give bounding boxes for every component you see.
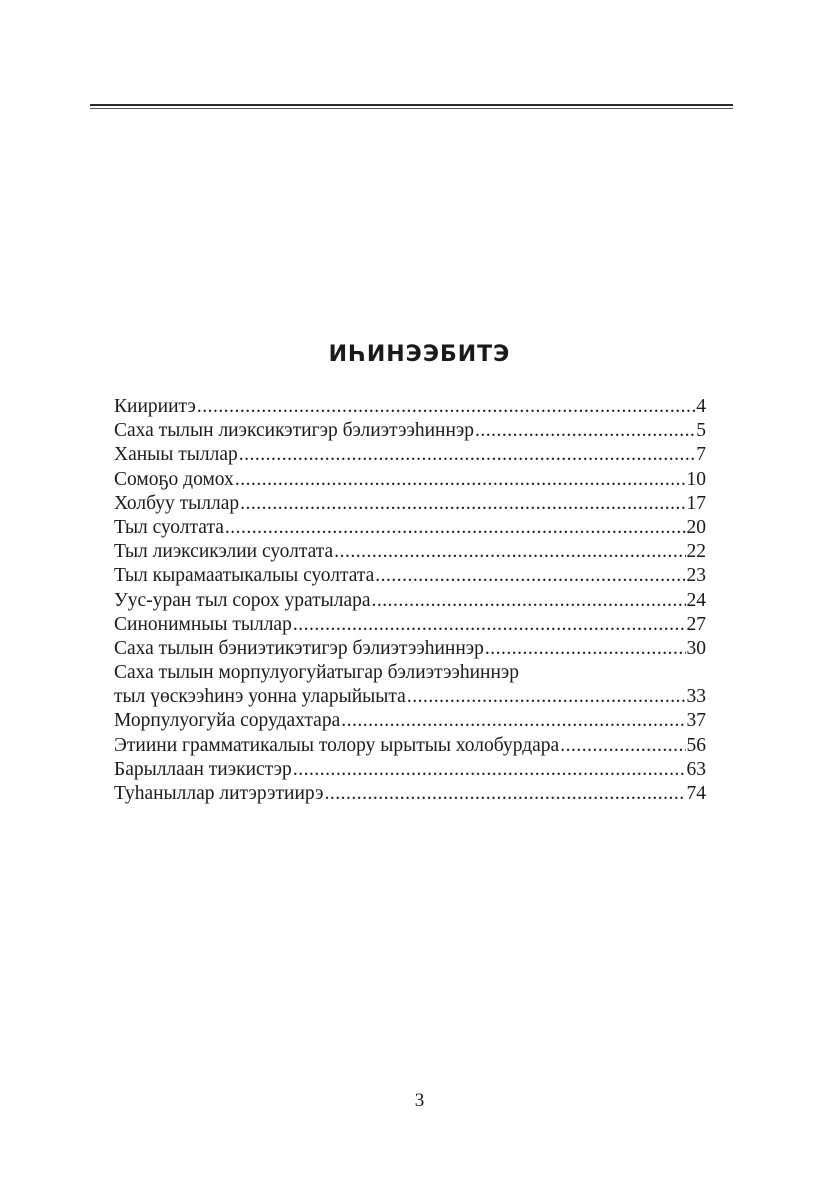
toc-entry-first-line [114, 661, 706, 685]
header-rule-thick [90, 104, 733, 106]
toc-entry [114, 492, 706, 516]
toc-entry-page: 74 [686, 783, 706, 805]
toc-entry [114, 540, 706, 564]
toc-leader-dots [293, 613, 686, 637]
toc-entry-label: Сомоҕо домох [114, 468, 234, 490]
toc-entry-page: 5 [696, 420, 706, 442]
toc-leader-dots [372, 589, 686, 613]
toc-entry [114, 637, 706, 661]
toc-leader-dots [407, 685, 686, 709]
toc-entry [114, 516, 706, 540]
toc-leader-dots [239, 443, 696, 467]
toc-entry-page: 17 [686, 492, 706, 514]
toc-title: ИҺИНЭЭБИТЭ [328, 342, 511, 367]
toc-entry [114, 613, 706, 637]
toc-leader-dots [334, 540, 685, 564]
toc-entry [114, 734, 706, 758]
toc-entry-page: 4 [696, 396, 706, 417]
toc-entry-page: 20 [686, 516, 706, 538]
toc-entry-label: Киириитэ [114, 396, 196, 417]
toc-entry [114, 709, 706, 733]
toc-entry-label: Ханыы тыллар [114, 444, 238, 466]
toc-entry-page: 23 [686, 565, 706, 587]
toc-leader-dots [341, 709, 685, 733]
toc-leader-dots [293, 758, 686, 782]
toc-entry [114, 395, 706, 419]
toc-entry-page: 63 [686, 758, 706, 780]
toc-leader-dots [225, 516, 686, 540]
toc-leader-dots [325, 782, 686, 806]
toc-leader-dots [240, 492, 685, 516]
toc-entry-label: Уус-уран тыл сорох уратылара [114, 589, 371, 611]
toc-entry [114, 758, 706, 782]
toc-leader-dots [560, 734, 685, 758]
toc-entry [114, 468, 706, 492]
toc-entry-page: 30 [686, 637, 706, 659]
toc-entry [114, 564, 706, 588]
toc-leader-dots [375, 564, 685, 588]
toc-entry [114, 661, 706, 709]
toc-entry-label: Тыл суолтата [114, 516, 224, 538]
header-rule-thin [90, 108, 733, 109]
toc-entry-label: Холбуу тыллар [114, 492, 240, 514]
toc-leader-dots [475, 419, 695, 443]
toc-entry [114, 443, 706, 467]
toc-leader-dots [235, 468, 686, 492]
toc-entry [114, 589, 706, 613]
toc-entry-page: 7 [696, 444, 706, 466]
toc-entry [114, 782, 706, 806]
toc-entry-second-line [114, 685, 706, 709]
toc-leader-dots [197, 395, 695, 419]
toc-entry-page: 33 [686, 686, 706, 708]
toc-entry-page: 37 [686, 710, 706, 732]
toc-entry-label: Саха тылын бэниэтикэтигэр бэлиэтээһиннэр [114, 637, 484, 659]
toc-entry-label: Морпулуогуйа сорудахтара [114, 710, 341, 732]
toc-entry-label: Саха тылын лиэксикэтигэр бэлиэтээһиннэр [114, 420, 474, 442]
toc-entry-page: 24 [686, 589, 706, 611]
page-number: 3 [414, 1090, 425, 1111]
toc-entry-label: Синонимныы тыллар [114, 613, 292, 635]
toc-entry-label: Тыл лиэксикэлии суолтата [114, 541, 334, 563]
toc-entry-page: 56 [686, 734, 706, 756]
table-of-contents [114, 395, 706, 806]
toc-entry-label: Этиини грамматикалыы толору ырытыы холобурдара [114, 734, 560, 756]
toc-entry-label: Барыллаан тиэкистэр [114, 758, 292, 780]
toc-entry-label: Тыл кырамаатыкалыы суолтата [114, 565, 375, 587]
toc-entry-page: 10 [686, 468, 706, 490]
toc-entry [114, 419, 706, 443]
toc-entry-label: Саха тылын морпулуогуйатыгар бэлиэтээһиннэр [114, 662, 519, 684]
toc-entry-page: 27 [686, 613, 706, 635]
toc-leader-dots [485, 637, 686, 661]
toc-entry-label: тыл үөскээһинэ уонна уларыйыыта [114, 686, 406, 708]
toc-entry-label: Туһаныллар литэрэтиирэ [114, 783, 324, 805]
toc-entry-page: 22 [686, 541, 706, 563]
